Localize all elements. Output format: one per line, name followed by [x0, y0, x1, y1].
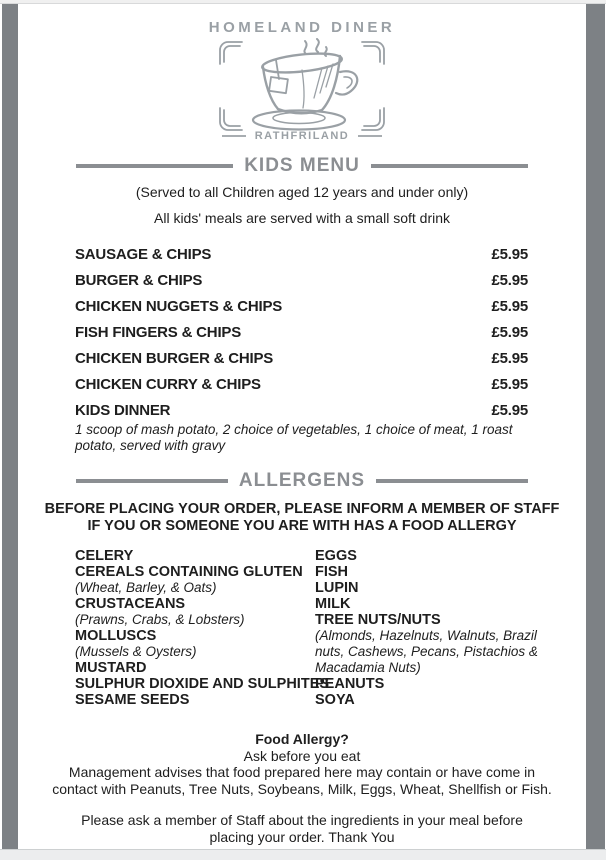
menu-item-price: £5.95 — [491, 272, 528, 289]
allergen-name: MILK — [315, 596, 351, 612]
ask-before-note: Ask before you eat — [243, 747, 361, 764]
heading-rule-right — [376, 479, 528, 483]
kids-menu-heading-text: KIDS MENU — [244, 155, 360, 176]
drink-note: All kids' meals are served with a small soft drink — [154, 210, 450, 226]
text-line: placing your order. Thank You — [209, 828, 395, 845]
allergen-detail: (Almonds, Hazelnuts, Walnuts, Brazil nuts, Cashews, Pecans, Pistachios & Macadamia Nuts) — [315, 628, 538, 675]
menu-page — [18, 4, 586, 849]
menu-item-row — [75, 273, 528, 288]
menu-item-name: FISH FINGERS & CHIPS — [75, 324, 242, 341]
allergen-column-left — [75, 548, 330, 708]
allergen-detail: (Wheat, Barley, & Oats) — [75, 580, 217, 595]
kids-menu-heading — [76, 155, 528, 177]
menu-item-price: £5.95 — [491, 246, 528, 263]
logo-dash-left — [222, 135, 246, 137]
menu-item-row — [75, 247, 528, 262]
logo-subtitle: RATHFRILAND — [254, 130, 350, 142]
allergen-name: TREE NUTS/NUTS — [315, 612, 441, 628]
allergen-name: MOLLUSCS — [75, 628, 157, 644]
text-line: Please ask a member of Staff about the ingredients in your meal before — [81, 812, 523, 828]
menu-item-name: SAUSAGE & CHIPS — [75, 246, 212, 263]
teacup-logo-icon — [214, 38, 390, 134]
kids-menu-items — [75, 247, 528, 453]
allergen-name: SOYA — [315, 692, 355, 708]
menu-item-name: KIDS DINNER — [75, 402, 171, 419]
allergen-name: SULPHUR DIOXIDE AND SULPHITES — [75, 676, 330, 692]
diner-logo — [18, 4, 586, 142]
allergy-warning — [18, 501, 586, 535]
allergen-name: SESAME SEEDS — [75, 692, 190, 708]
viewer-bottom-strip — [0, 849, 606, 860]
text-line: Management advises that food prepared here may contain or have come in — [68, 764, 536, 780]
menu-item-name: CHICKEN CURRY & CHIPS — [75, 376, 261, 393]
menu-item-price: £5.95 — [491, 350, 528, 367]
menu-item-description: 1 scoop of mash potato, 2 choice of vegetables, 1 choice of meat, 1 roast potato, served with gravy — [75, 422, 513, 453]
menu-item-row — [75, 351, 528, 366]
allergen-name: LUPIN — [315, 580, 359, 596]
allergen-detail: (Mussels & Oysters) — [75, 644, 197, 659]
management-advisory — [18, 764, 586, 797]
menu-item-row — [75, 403, 528, 418]
menu-item-row — [75, 299, 528, 314]
logo-dash-right — [358, 135, 382, 137]
heading-rule-left — [76, 164, 233, 168]
menu-item-name: CHICKEN BURGER & CHIPS — [75, 350, 274, 367]
menu-item-price: £5.95 — [491, 324, 528, 341]
serving-note: (Served to all Children aged 12 years and under only) — [135, 184, 469, 200]
menu-item-row — [75, 325, 528, 340]
allergen-name: MUSTARD — [75, 660, 147, 676]
food-allergy-question: Food Allergy? — [255, 731, 349, 747]
allergen-name: CEREALS CONTAINING GLUTEN — [75, 564, 303, 580]
menu-item-row — [75, 377, 528, 392]
allergen-column-right — [315, 548, 565, 708]
heading-rule-right — [371, 164, 528, 168]
warning-line: BEFORE PLACING YOUR ORDER, PLEASE INFORM A MEMBER OF STAFF — [44, 501, 560, 517]
menu-item-name: CHICKEN NUGGETS & CHIPS — [75, 298, 283, 315]
logo-subtitle-row — [18, 130, 586, 142]
allergen-detail: (Prawns, Crabs, & Lobsters) — [75, 612, 245, 627]
allergen-name: FISH — [315, 564, 349, 580]
menu-item-name: BURGER & CHIPS — [75, 272, 203, 289]
viewer-gutter-left — [2, 4, 18, 849]
footer-spacer — [18, 797, 586, 812]
allergens-heading-text: ALLERGENS — [238, 470, 366, 491]
allergens-heading — [76, 470, 528, 492]
allergen-name: EGGS — [315, 548, 357, 564]
ingredients-request — [18, 812, 586, 845]
text-line: contact with Peanuts, Tree Nuts, Soybeans, Milk, Eggs, Wheat, Shellfish or Fish. — [52, 780, 552, 797]
allergen-name: PEANUTS — [315, 676, 385, 692]
footer-advisory — [18, 731, 586, 845]
menu-item-price: £5.95 — [491, 402, 528, 419]
logo-title: HOMELAND DINER — [208, 19, 396, 36]
allergen-name: CELERY — [75, 548, 134, 564]
menu-item-price: £5.95 — [491, 298, 528, 315]
viewer-gutter-right — [586, 4, 605, 849]
menu-item-price: £5.95 — [491, 376, 528, 393]
warning-line: IF YOU OR SOMEONE YOU ARE WITH HAS A FOOD ALLERGY — [87, 518, 517, 534]
allergen-name: CRUSTACEANS — [75, 596, 186, 612]
heading-rule-left — [76, 479, 228, 483]
allergen-columns — [75, 548, 586, 708]
